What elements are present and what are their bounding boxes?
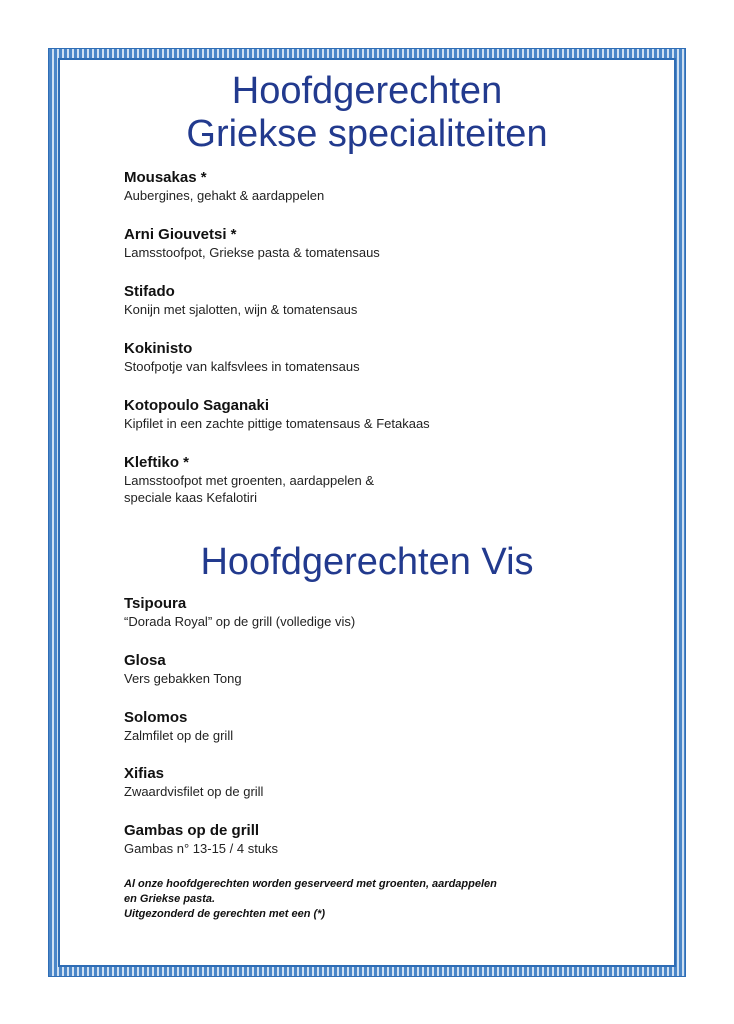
dish-description: Lamsstoofpot, Griekse pasta & tomatensaus bbox=[124, 245, 380, 260]
dish-description: Zalmfilet op de grill bbox=[124, 728, 234, 743]
dish-description: “Dorada Royal” op de grill (volledige vis) bbox=[124, 614, 356, 629]
dish-description-line-1: Lamsstoofpot met groenten, aardappelen & bbox=[124, 473, 375, 488]
footnote-line-1: Al onze hoofdgerechten worden geserveerd met groenten, aardappelen bbox=[124, 878, 497, 890]
dish-name: Kotopoulo Saganaki bbox=[124, 397, 270, 414]
dish-description: Vers gebakken Tong bbox=[124, 671, 242, 686]
dish-stifado bbox=[124, 283, 604, 318]
section-title-fish-dishes: Hoofdgerechten Vis bbox=[200, 541, 534, 583]
dish-name: Kokinisto bbox=[124, 340, 193, 357]
dish-name: Gambas op de grill bbox=[124, 822, 260, 839]
dish-name: Solomos bbox=[124, 709, 188, 726]
section-subtitle-greek-specialties: Griekse specialiteiten bbox=[186, 113, 548, 155]
footnote-line-2: en Griekse pasta. bbox=[124, 893, 216, 905]
dish-description: Kipfilet in een zachte pittige tomatensaus & Fetakaas bbox=[124, 416, 430, 431]
footnote bbox=[124, 877, 564, 922]
dish-solomos bbox=[124, 709, 604, 744]
dish-description: Konijn met sjalotten, wijn & tomatensaus bbox=[124, 302, 358, 317]
dish-name: Tsipoura bbox=[124, 595, 187, 612]
dish-kokinisto bbox=[124, 340, 604, 375]
dish-glosa bbox=[124, 652, 604, 687]
dish-arni-giouvetsi bbox=[124, 226, 604, 261]
dish-kleftiko bbox=[124, 454, 604, 506]
dish-description: Stoofpotje van kalfsvlees in tomatensaus bbox=[124, 359, 360, 374]
footnote-line-3: Uitgezonderd de gerechten met een (*) bbox=[124, 908, 326, 920]
dish-description: Zwaardvisfilet op de grill bbox=[124, 784, 264, 799]
dish-kotopoulo-saganaki bbox=[124, 397, 604, 432]
dish-name: Kleftiko * bbox=[124, 454, 190, 471]
dish-name: Glosa bbox=[124, 652, 166, 669]
dish-name: Arni Giouvetsi * bbox=[124, 226, 237, 243]
section-title-main-dishes: Hoofdgerechten bbox=[231, 70, 503, 112]
dish-description: Aubergines, gehakt & aardappelen bbox=[124, 188, 325, 203]
dish-gambas bbox=[124, 822, 604, 857]
dish-name: Stifado bbox=[124, 283, 175, 300]
dish-description-line-2: speciale kaas Kefalotiri bbox=[124, 490, 257, 505]
dish-xifias bbox=[124, 765, 604, 800]
dish-description: Gambas n° 13-15 / 4 stuks bbox=[124, 841, 279, 856]
dish-name: Xifias bbox=[124, 765, 165, 782]
dish-tsipoura bbox=[124, 595, 604, 630]
dish-name: Mousakas * bbox=[124, 169, 207, 186]
dish-mousakas bbox=[124, 169, 604, 204]
